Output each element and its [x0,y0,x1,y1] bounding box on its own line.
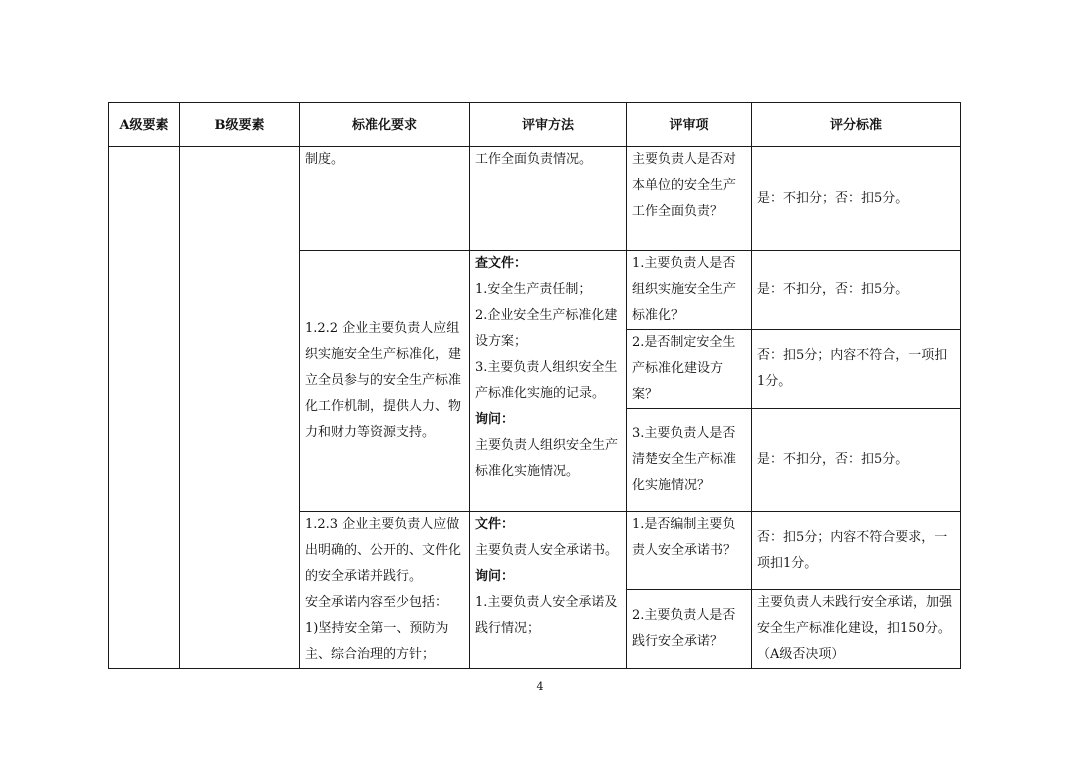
method-line: 1.主要负责人安全承诺及践行情况； [475,595,618,636]
method-line: 主要负责人安全承诺书。 [475,543,619,558]
header-method: 评审方法 [470,103,627,147]
method-cell [470,512,627,669]
b-level-cell [180,147,300,669]
method-line: 主要负责人组织安全生产标准化实施情况。 [475,438,619,479]
method-cell [470,251,627,512]
item-cell: 主要负责人是否对本单位的安全生产工作全面负责？ [627,147,752,251]
method-line: 2.企业安全生产标准化建设方案； [475,308,618,349]
item-cell: 3.主要负责人是否清楚安全生产标准化实施情况？ [627,409,752,512]
requirement-line: 1)坚持安全第一、预防为主、综合治理的方针； [305,621,449,662]
score-cell: 主要负责人未践行安全承诺，加强安全生产标准化建设，扣150分。（A级否决项） [752,590,961,669]
header-b-level: B级要素 [180,103,300,147]
method-heading: 文件： [475,517,515,532]
method-line: 3.主要负责人组织安全生产标准化实施的记录。 [475,360,618,401]
a-level-cell [109,147,180,669]
requirement-cell: 1.2.2 企业主要负责人应组织实施安全生产标准化，建立全员参与的安全生产标准化工作机制，提供人力、物力和财力等资源支持。 [300,251,470,512]
score-cell: 是：不扣分，否：扣5分。 [752,251,961,330]
standard-table [108,102,961,669]
header-score: 评分标准 [752,103,961,147]
score-cell: 是：不扣分；否：扣5分。 [752,147,961,251]
header-item: 评审项 [627,103,752,147]
item-cell: 2.主要负责人是否践行安全承诺？ [627,590,752,669]
item-cell: 1.主要负责人是否组织实施安全生产标准化？ [627,251,752,330]
method-heading: 询问： [475,569,515,584]
page-number: 4 [536,680,544,693]
header-requirement: 标准化要求 [300,103,470,147]
table-row [109,147,961,251]
header-a-level: A级要素 [109,103,180,147]
score-cell: 否：扣5分；内容不符合要求，一项扣1分。 [752,512,961,590]
item-cell: 1.是否编制主要负责人安全承诺书？ [627,512,752,590]
method-cell: 工作全面负责情况。 [470,147,627,251]
requirement-cell: 制度。 [300,147,470,251]
score-cell: 是：不扣分，否：扣5分。 [752,409,961,512]
requirement-line: 安全承诺内容至少包括： [305,595,449,610]
method-heading: 询问： [475,412,515,427]
requirement-cell [300,512,470,669]
table-header-row [109,103,961,147]
method-heading: 查文件： [475,256,528,271]
item-cell: 2.是否制定安全生产标准化建设方案？ [627,330,752,409]
score-cell: 否：扣5分；内容不符合，一项扣1分。 [752,330,961,409]
requirement-line: 1.2.3 企业主要负责人应做出明确的、公开的、文件化的安全承诺并践行。 [305,517,462,584]
method-line: 1.安全生产责任制； [475,282,592,297]
